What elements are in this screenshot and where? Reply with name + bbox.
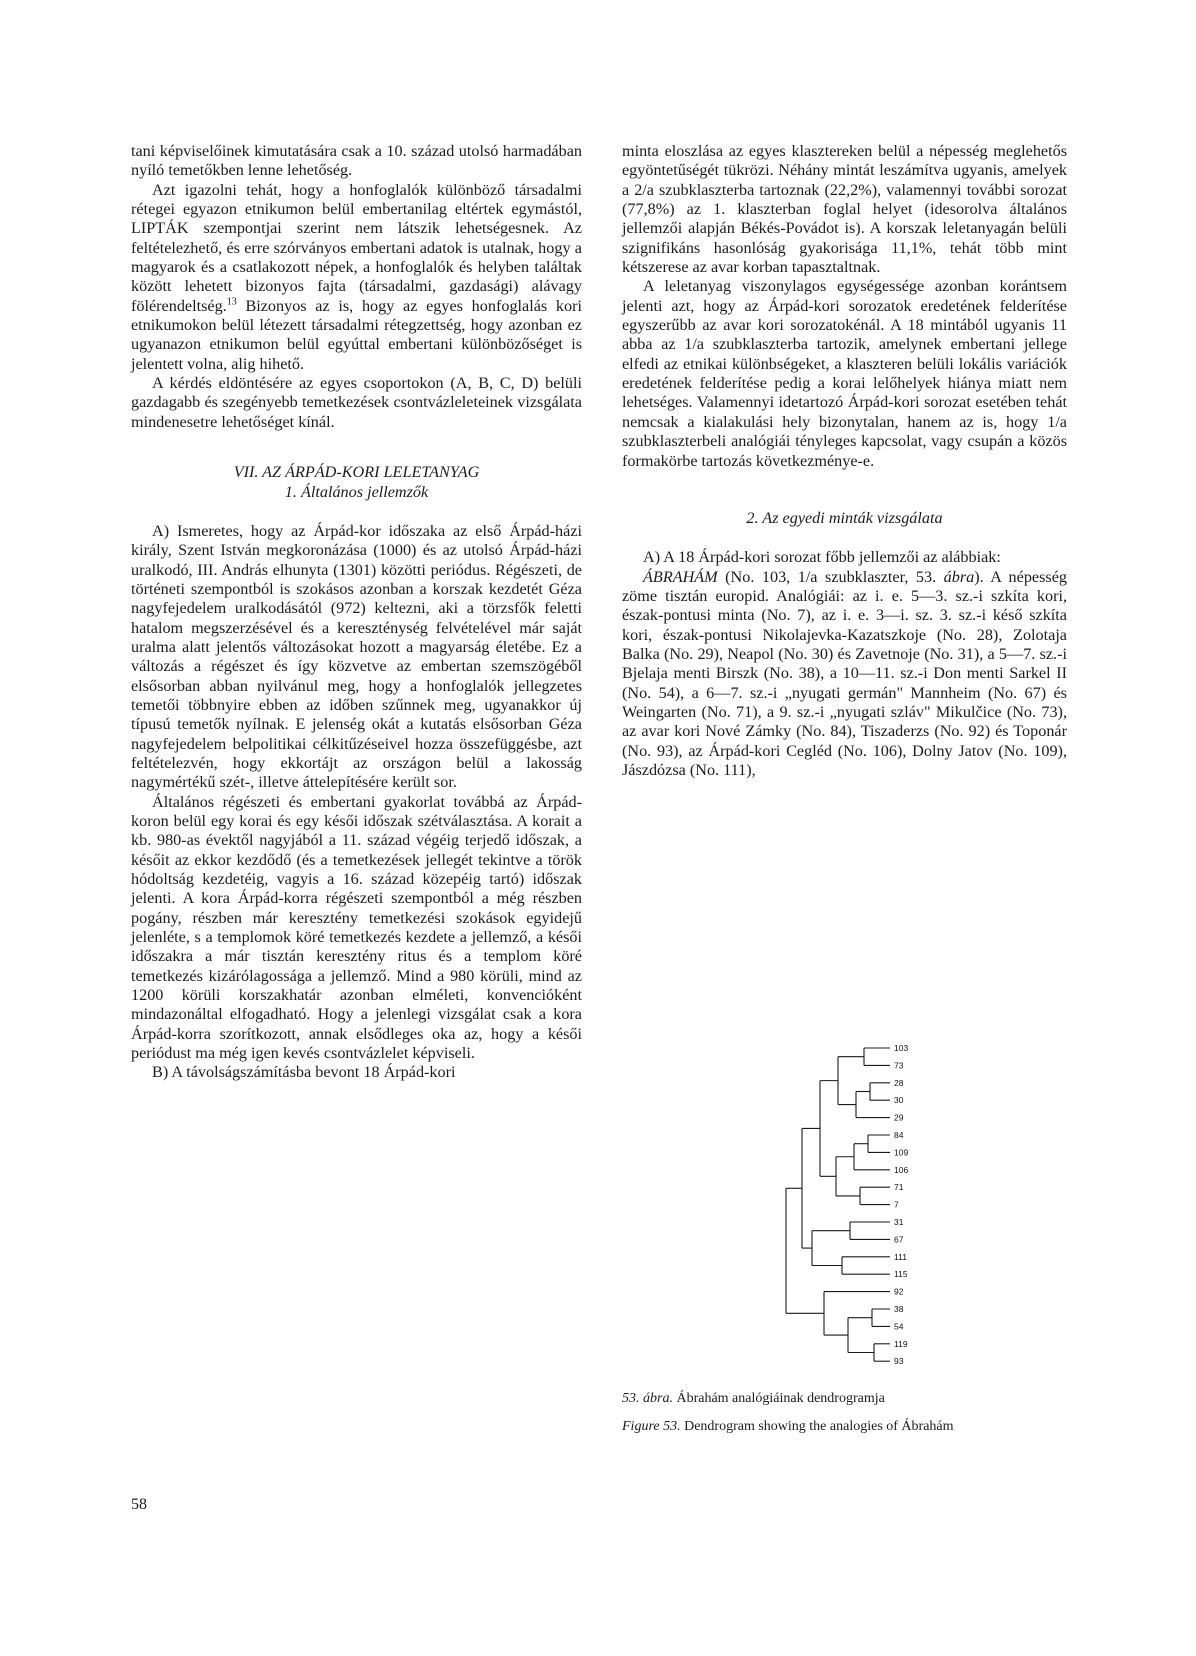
dendrogram-leaf-label: 106: [894, 1164, 909, 1175]
right-column: [622, 142, 1067, 780]
subsection-heading: 2. Az egyedi minták vizsgálata: [746, 508, 943, 527]
dendrogram-leaf-label: 111: [894, 1251, 907, 1262]
dendrogram-leaf-label: 31: [894, 1217, 904, 1227]
subsection-heading: 1. Általános jellemzők: [284, 482, 429, 501]
dendrogram-leaf-label: 109: [894, 1147, 909, 1158]
dendrogram-leaf-label: 7: [894, 1199, 899, 1210]
paragraph: minta eloszlása az egyes klasztereken belül a népesség meglehetős egyöntetűségét tükrözi. Néhány mintát leszámítva ugyanis, amelyek a 2/a szubklaszterba tartoznak (22,2%), valamennyi további sorozat (77,8%) az 1. klaszterban foglal helyet (idesorolva általános jellemzői alapján Békés-Povádot is). A korszak leletanyagán belüli szignifikáns hasonlóság gyakorisága 11,1%, tehát több mint kétszerese az avar korban tapasztaltnak.: [622, 142, 1067, 277]
figure-caption-hungarian: [622, 1390, 1067, 1408]
caption-label: 53. ábra.: [622, 1391, 673, 1406]
dendrogram-leaf-label: 73: [894, 1060, 904, 1071]
sample-name: ÁBRAHÁM: [643, 567, 718, 586]
dendrogram-figure: [782, 1042, 922, 1377]
paragraph: A) Ismeretes, hogy az Árpád-kor időszaka az első Árpád-házi király, Szent István megkoronázása (1000) és az utolsó Árpád-házi uralkodó, III. András elhunyta (1301) közötti periódus. Régészeti, de történeti szempontból is szokásos azonban a korszak kezdetét Géza nagyfejedelem uralkodásától (972) keltezni, aki a törzsfők feletti hatalom megszerzésével és a kereszténység felvételével már saját uralma alatt jelentős változásokat hozott a magyarság életébe. Ez a változás a régészet és így közvetve az embertan szemszögéből elsősorban abban nyilvánul meg, hogy a honfoglalók jellegzetes temetői többnyire ebben az időben szűnnek meg, ugyanakkor új típusú temetők nyílnak. E jelenség okát a kutatás elsősorban Géza nagyfejedelem belpolitikai célkitűzéseivel hozza összefüggésbe, azt feltételezvén, hogy ekkortájt az országon belül a lakosság nagymértékű szét-, illetve áttelepítésére került sor.: [131, 521, 582, 792]
dendrogram-leaf-label: 115: [894, 1269, 908, 1280]
paragraph-text: Bizonyos az is, hogy az egyes honfoglalás kori etnikumokon belül létezett társadalmi rétegzettség, hogy azonban ez ugyanazon etnikumon belül egyúttal embertani különbözőséget is jelentett volna, alig hihető.: [131, 296, 582, 373]
figure-caption-english: [622, 1418, 1067, 1436]
figure-reference: ábra: [943, 567, 975, 586]
caption-text: Ábrahám analógiáinak dendrogramja: [672, 1391, 885, 1406]
left-column: [131, 142, 582, 1083]
dendrogram-leaf-label: 71: [894, 1182, 904, 1193]
dendrogram-leaf-label: 38: [894, 1304, 904, 1314]
paragraph-text: ). A népesség zöme tisztán europid. Analógiái: az i. e. 5—3. sz.-i szkíta kori, észak-pontusi minta (No. 7), az i. e. 3—i. sz. 3. sz.-i késő szkíta kori, észak-pontusi Nikolajevka-Kazatszkoje (No. 28), Zolotaja Balka (No. 29), Neapol (No. 30) és Zavetnoje (No. 31), a 5—7. sz.-i Bjelaja menti Birszk (No. 38), a 10—11. sz.-i Don menti Sarkel II (No. 54), a 6—7. sz.-i „nyugati germán" Mannheim (No. 67) és Weingarten (No. 71), a 9. sz.-i „nyugati szláv" Mikulčice (No. 73), az avar kori Nové Zámky (No. 84), Tiszaderzs (No. 92) és Toponár (No. 93), az Árpád-kori Cegléd (No. 106), Dolny Jatov (No. 109), Jászdózsa (No. 111),: [622, 567, 1067, 779]
dendrogram-leaf-label: 54: [894, 1321, 904, 1332]
paragraph: [131, 181, 582, 374]
dendrogram-leaf-label: 84: [894, 1130, 904, 1140]
paragraph-text: (No. 103, 1/a szubklaszter, 53.: [717, 567, 944, 586]
caption-label: Figure 53.: [622, 1419, 681, 1434]
paragraph: [622, 568, 1067, 781]
dendrogram: [782, 1042, 922, 1377]
dendrogram-leaf-label: 28: [894, 1077, 904, 1088]
paragraph: A leletanyag viszonylagos egységessége azonban korántsem jelenti azt, hogy az Árpád-kori sorozatok eredetének felderítése egyszerűbb az avar kori sorozatokénál. A 18 mintából ugyanis 11 abba az 1/a szubklaszterba tartozik, amelynek embertani jellege elfedi az etnikai különbségeket, a klaszteren belüli lokális variációk eredetének felderítése pedig a korai lelőhelyek hiánya miatt nem lehetséges. Valamennyi idetartozó Árpád-kori sorozat esetében tehát nemcsak a kialakulási hely bizonytalan, hanem az is, hogy 1/a szubklaszterbeli analógiái tényleges kapcsolat, vagy csupán a közös formakörbe tartozás következménye-e.: [622, 277, 1067, 470]
dendrogram-leaf-label: 92: [894, 1286, 904, 1297]
paragraph: Általános régészeti és embertani gyakorlat továbbá az Árpád-koron belül egy korai és egy késői időszak szétválasztása. A korait a kb. 980-as évektől nagyjából a 11. század végéig terjedő időszak, a későit az ekkor kezdődő (és a temetkezések jellegét tekintve a török hódoltság kezdetéig, vagyis a 16. század közepéig tartó) időszak jelenti. A kora Árpád-korra régészeti szempontból a még részben pogány, részben már keresztény temetkezési szokások egyidejű jelenléte, s a templomok köré temetkezés kezdete a jellemző, a késői időszakra a már tisztán keresztény ritus és a templom köré temetkezés kizárólagossága a jellemző. Mind a 980 körüli, mind az 1200 körüli korszakhatár azonban elméleti, konvencióként mindazonáltal elfogadható. Hogy a jelenlegi vizsgálat csak a kora Árpád-korra szorítkozott, annak elsődleges oka az, hogy a késői periódust ma még igen kevés csontvázlelet képviseli.: [131, 792, 582, 1063]
dendrogram-leaf-label: 103: [894, 1043, 909, 1053]
dendrogram-leaf-label: 30: [894, 1095, 904, 1106]
dendrogram-leaf-label: 29: [894, 1112, 904, 1123]
dendrogram-leaf-label: 119: [894, 1338, 908, 1349]
paragraph: A kérdés eldöntésére az egyes csoportokon (A, B, C, D) belüli gazdagabb és szegényebb temetkezések csontvázleleteinek vizsgálata mindenesetre lehetőséget kínál.: [131, 374, 582, 431]
paragraph-text: Azt igazolni tehát, hogy a honfoglalók különböző társadalmi rétegei egyazon etnikumon belül embertanilag eltértek egymástól, LIPTÁK szempontjai szerint nem látszik lehetségesnek. Az feltételezhető, és erre szórványos embertani adatok is utalnak, hogy a magyarok és a csatlakozott népek, a honfoglalók és helyben találtak között lehetett bizonyos fajta (társadalmi, gazdasági) alávagy fölérendeltség.: [131, 180, 582, 315]
dendrogram-leaf-label: 93: [894, 1356, 904, 1367]
page-number: 58: [131, 1496, 147, 1513]
caption-text: Dendrogram showing the analogies of Ábrahám: [680, 1419, 954, 1434]
section-heading: VII. AZ ÁRPÁD-KORI LELETANYAG: [233, 463, 480, 482]
paragraph: B) A távolságszámításba bevont 18 Árpád-kori: [152, 1063, 456, 1082]
paragraph: A) A 18 Árpád-kori sorozat főbb jellemzői az alábbiak:: [643, 548, 1001, 567]
dendrogram-leaf-label: 67: [894, 1234, 904, 1245]
footnote-marker: 13: [226, 296, 237, 308]
paragraph: tani képviselőinek kimutatására csak a 10. század utolsó harmadában nyíló temetőkben lenne lehetőség.: [131, 142, 582, 180]
